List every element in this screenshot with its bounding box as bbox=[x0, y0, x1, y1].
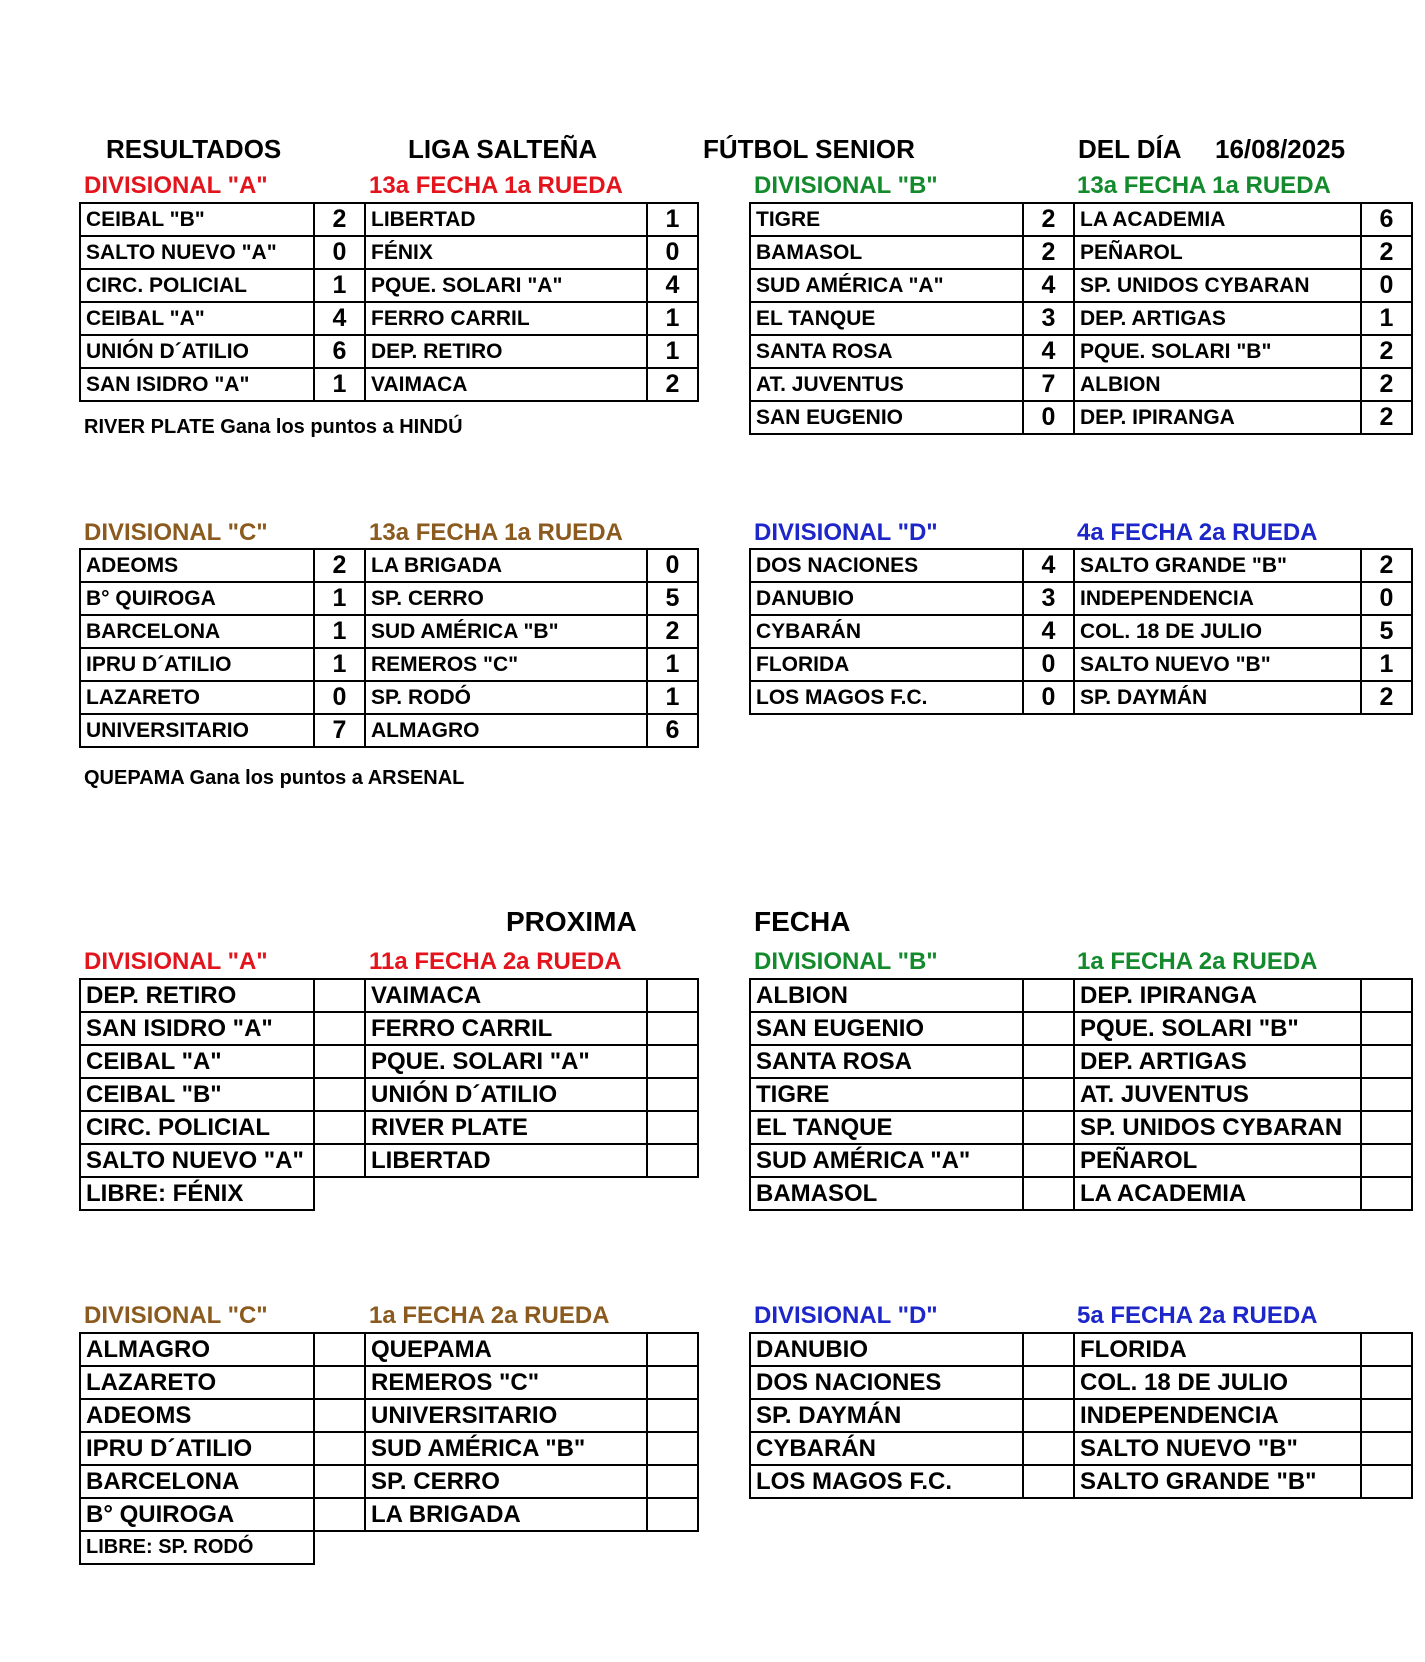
home-score: 4 bbox=[1023, 549, 1074, 582]
home-team: CEIBAL "B" bbox=[80, 1078, 314, 1111]
home-score-blank bbox=[314, 1366, 365, 1399]
away-score: 5 bbox=[647, 582, 698, 615]
fixture-row bbox=[80, 1333, 698, 1366]
libre-row bbox=[80, 1177, 698, 1210]
match-row bbox=[750, 335, 1412, 368]
match-row bbox=[80, 615, 698, 648]
home-score: 1 bbox=[314, 648, 365, 681]
match-row bbox=[750, 648, 1412, 681]
title-liga: LIGA SALTEÑA bbox=[408, 134, 598, 164]
away-team: DEP. IPIRANGA bbox=[1074, 979, 1361, 1012]
fixture-row bbox=[750, 1012, 1412, 1045]
away-team: UNIVERSITARIO bbox=[365, 1399, 647, 1432]
home-team: ADEOMS bbox=[80, 1399, 314, 1432]
home-team: BAMASOL bbox=[750, 236, 1023, 269]
match-row bbox=[750, 681, 1412, 714]
title-resultados: RESULTADOS bbox=[106, 134, 282, 164]
away-team: LA ACADEMIA bbox=[1074, 203, 1361, 236]
away-score: 2 bbox=[647, 368, 698, 401]
results-a-division: DIVISIONAL "A" bbox=[84, 172, 268, 199]
away-team: RIVER PLATE bbox=[365, 1111, 647, 1144]
home-team: IPRU D´ATILIO bbox=[80, 648, 314, 681]
match-row bbox=[80, 648, 698, 681]
away-team: UNIÓN D´ATILIO bbox=[365, 1078, 647, 1111]
away-team: PQUE. SOLARI "A" bbox=[365, 1045, 647, 1078]
home-score-blank bbox=[1023, 1111, 1074, 1144]
home-score: 3 bbox=[1023, 302, 1074, 335]
results-c-fecha: 13a FECHA 1a RUEDA bbox=[369, 519, 623, 546]
away-score-blank bbox=[1361, 1144, 1412, 1177]
results-c-note: QUEPAMA Gana los puntos a ARSENAL bbox=[84, 767, 465, 789]
home-team: TIGRE bbox=[750, 203, 1023, 236]
away-team: FLORIDA bbox=[1074, 1333, 1361, 1366]
home-score-blank bbox=[1023, 1399, 1074, 1432]
home-score-blank bbox=[1023, 1078, 1074, 1111]
away-score-blank bbox=[1361, 1333, 1412, 1366]
home-score: 4 bbox=[1023, 335, 1074, 368]
fixture-row bbox=[750, 1177, 1412, 1210]
next-a-division: DIVISIONAL "A" bbox=[84, 948, 268, 975]
away-team: INDEPENDENCIA bbox=[1074, 1399, 1361, 1432]
away-score-blank bbox=[1361, 1465, 1412, 1498]
results-b-table bbox=[749, 202, 1413, 435]
results-b-division: DIVISIONAL "B" bbox=[754, 172, 938, 199]
away-team: QUEPAMA bbox=[365, 1333, 647, 1366]
results-d-table bbox=[749, 548, 1413, 715]
away-score-blank bbox=[1361, 979, 1412, 1012]
home-team: DEP. RETIRO bbox=[80, 979, 314, 1012]
away-team: REMEROS "C" bbox=[365, 1366, 647, 1399]
match-row bbox=[750, 302, 1412, 335]
results-d-division: DIVISIONAL "D" bbox=[754, 519, 938, 546]
match-row bbox=[80, 582, 698, 615]
match-row bbox=[80, 368, 698, 401]
away-score: 0 bbox=[1361, 582, 1412, 615]
match-row bbox=[750, 203, 1412, 236]
away-team: LIBERTAD bbox=[365, 203, 647, 236]
home-team: SAN EUGENIO bbox=[750, 401, 1023, 434]
away-team: VAIMACA bbox=[365, 368, 647, 401]
away-team: ALMAGRO bbox=[365, 714, 647, 747]
away-score-blank bbox=[1361, 1045, 1412, 1078]
away-score-blank bbox=[647, 979, 698, 1012]
home-score: 1 bbox=[314, 615, 365, 648]
next-d-fecha: 5a FECHA 2a RUEDA bbox=[1077, 1302, 1318, 1329]
away-team: DEP. ARTIGAS bbox=[1074, 302, 1361, 335]
away-score-blank bbox=[647, 1012, 698, 1045]
away-team: LA BRIGADA bbox=[365, 1498, 647, 1531]
away-score-blank bbox=[647, 1366, 698, 1399]
match-row bbox=[750, 269, 1412, 302]
away-score-blank bbox=[1361, 1432, 1412, 1465]
away-score-blank bbox=[1361, 1012, 1412, 1045]
home-score-blank bbox=[1023, 1045, 1074, 1078]
home-team: UNIVERSITARIO bbox=[80, 714, 314, 747]
home-team: IPRU D´ATILIO bbox=[80, 1432, 314, 1465]
home-score-blank bbox=[314, 1432, 365, 1465]
home-team: EL TANQUE bbox=[750, 302, 1023, 335]
away-score-blank bbox=[647, 1111, 698, 1144]
away-team: FERRO CARRIL bbox=[365, 302, 647, 335]
home-team: CEIBAL "B" bbox=[80, 203, 314, 236]
home-team: DANUBIO bbox=[750, 1333, 1023, 1366]
results-a-note: RIVER PLATE Gana los puntos a HINDÚ bbox=[84, 416, 463, 438]
home-team: LAZARETO bbox=[80, 681, 314, 714]
home-team: SUD AMÉRICA "A" bbox=[750, 269, 1023, 302]
home-team: SUD AMÉRICA "A" bbox=[750, 1144, 1023, 1177]
away-score: 1 bbox=[647, 648, 698, 681]
fixture-row bbox=[750, 1432, 1412, 1465]
away-score: 2 bbox=[647, 615, 698, 648]
home-score-blank bbox=[314, 1111, 365, 1144]
home-team: SP. DAYMÁN bbox=[750, 1399, 1023, 1432]
away-score: 1 bbox=[647, 203, 698, 236]
home-score-blank bbox=[1023, 979, 1074, 1012]
home-team: LAZARETO bbox=[80, 1366, 314, 1399]
away-team: SUD AMÉRICA "B" bbox=[365, 1432, 647, 1465]
match-row bbox=[80, 203, 698, 236]
home-score: 0 bbox=[314, 236, 365, 269]
away-score: 1 bbox=[647, 335, 698, 368]
home-score: 2 bbox=[1023, 203, 1074, 236]
away-score-blank bbox=[647, 1399, 698, 1432]
away-team: FÉNIX bbox=[365, 236, 647, 269]
away-score: 2 bbox=[1361, 401, 1412, 434]
next-proxima-title: PROXIMA bbox=[506, 906, 637, 937]
fixture-row bbox=[750, 1045, 1412, 1078]
home-team: DOS NACIONES bbox=[750, 549, 1023, 582]
next-b-fecha: 1a FECHA 2a RUEDA bbox=[1077, 948, 1318, 975]
home-team: CYBARÁN bbox=[750, 615, 1023, 648]
away-team: FERRO CARRIL bbox=[365, 1012, 647, 1045]
away-score: 2 bbox=[1361, 335, 1412, 368]
away-score: 2 bbox=[1361, 368, 1412, 401]
away-score-blank bbox=[1361, 1366, 1412, 1399]
away-score-blank bbox=[1361, 1177, 1412, 1210]
away-team: LA BRIGADA bbox=[365, 549, 647, 582]
away-team: PQUE. SOLARI "A" bbox=[365, 269, 647, 302]
away-score-blank bbox=[647, 1465, 698, 1498]
fixture-row bbox=[750, 979, 1412, 1012]
fixture-row bbox=[80, 1078, 698, 1111]
home-team: BARCELONA bbox=[80, 615, 314, 648]
away-score-blank bbox=[647, 1498, 698, 1531]
libre-row bbox=[80, 1531, 698, 1564]
away-team: SP. RODÓ bbox=[365, 681, 647, 714]
home-score-blank bbox=[314, 1144, 365, 1177]
match-row bbox=[80, 302, 698, 335]
next-c-table bbox=[79, 1332, 699, 1565]
next-b-division: DIVISIONAL "B" bbox=[754, 948, 938, 975]
home-score-blank bbox=[1023, 1432, 1074, 1465]
home-team: DOS NACIONES bbox=[750, 1366, 1023, 1399]
away-score: 6 bbox=[1361, 203, 1412, 236]
away-team: SALTO GRANDE "B" bbox=[1074, 549, 1361, 582]
next-c-fecha: 1a FECHA 2a RUEDA bbox=[369, 1302, 610, 1329]
home-score-blank bbox=[314, 1498, 365, 1531]
title-futbol: FÚTBOL SENIOR bbox=[703, 134, 915, 164]
away-team: SP. DAYMÁN bbox=[1074, 681, 1361, 714]
away-team: PQUE. SOLARI "B" bbox=[1074, 335, 1361, 368]
away-score: 2 bbox=[1361, 549, 1412, 582]
home-score-blank bbox=[1023, 1333, 1074, 1366]
home-team: CEIBAL "A" bbox=[80, 302, 314, 335]
next-fecha-title: FECHA bbox=[754, 906, 851, 937]
results-a-fecha: 13a FECHA 1a RUEDA bbox=[369, 172, 623, 199]
home-team: CYBARÁN bbox=[750, 1432, 1023, 1465]
away-team: INDEPENDENCIA bbox=[1074, 582, 1361, 615]
home-score: 0 bbox=[1023, 648, 1074, 681]
home-team: FLORIDA bbox=[750, 648, 1023, 681]
fixture-row bbox=[750, 1144, 1412, 1177]
home-score: 0 bbox=[1023, 401, 1074, 434]
away-score-blank bbox=[647, 1333, 698, 1366]
home-score: 3 bbox=[1023, 582, 1074, 615]
home-score: 0 bbox=[1023, 681, 1074, 714]
away-team: SP. UNIDOS CYBARAN bbox=[1074, 269, 1361, 302]
away-team: PQUE. SOLARI "B" bbox=[1074, 1012, 1361, 1045]
match-row bbox=[80, 269, 698, 302]
home-team: B° QUIROGA bbox=[80, 582, 314, 615]
away-team: ALBION bbox=[1074, 368, 1361, 401]
away-score-blank bbox=[1361, 1399, 1412, 1432]
away-team: PEÑAROL bbox=[1074, 1144, 1361, 1177]
home-score: 0 bbox=[314, 681, 365, 714]
away-score-blank bbox=[1361, 1078, 1412, 1111]
away-score: 5 bbox=[1361, 615, 1412, 648]
fixture-row bbox=[750, 1111, 1412, 1144]
match-row bbox=[80, 681, 698, 714]
away-score: 0 bbox=[647, 549, 698, 582]
home-score: 4 bbox=[1023, 269, 1074, 302]
home-team: ALBION bbox=[750, 979, 1023, 1012]
fixture-row bbox=[80, 1498, 698, 1531]
results-b-fecha: 13a FECHA 1a RUEDA bbox=[1077, 172, 1331, 199]
home-team: B° QUIROGA bbox=[80, 1498, 314, 1531]
away-team: SALTO GRANDE "B" bbox=[1074, 1465, 1361, 1498]
fixture-row bbox=[80, 1366, 698, 1399]
results-c-table bbox=[79, 548, 699, 748]
fixture-row bbox=[80, 1144, 698, 1177]
away-score: 1 bbox=[647, 302, 698, 335]
next-a-table bbox=[79, 978, 699, 1211]
match-row bbox=[80, 714, 698, 747]
match-row bbox=[80, 335, 698, 368]
title-del-dia: DEL DÍA bbox=[1078, 134, 1182, 164]
fixture-row bbox=[80, 1012, 698, 1045]
home-score-blank bbox=[314, 1012, 365, 1045]
match-row bbox=[750, 401, 1412, 434]
home-team: BARCELONA bbox=[80, 1465, 314, 1498]
match-row bbox=[750, 236, 1412, 269]
away-team: LIBERTAD bbox=[365, 1144, 647, 1177]
match-row bbox=[750, 615, 1412, 648]
home-team: SAN ISIDRO "A" bbox=[80, 368, 314, 401]
away-team: VAIMACA bbox=[365, 979, 647, 1012]
match-row bbox=[750, 549, 1412, 582]
libre-spacer bbox=[314, 1531, 698, 1564]
home-score-blank bbox=[314, 1465, 365, 1498]
away-team: DEP. IPIRANGA bbox=[1074, 401, 1361, 434]
home-team: LOS MAGOS F.C. bbox=[750, 1465, 1023, 1498]
away-team: COL. 18 DE JULIO bbox=[1074, 1366, 1361, 1399]
away-team: AT. JUVENTUS bbox=[1074, 1078, 1361, 1111]
away-team: DEP. ARTIGAS bbox=[1074, 1045, 1361, 1078]
fixture-row bbox=[750, 1078, 1412, 1111]
home-score-blank bbox=[314, 979, 365, 1012]
home-score: 7 bbox=[1023, 368, 1074, 401]
home-team: LOS MAGOS F.C. bbox=[750, 681, 1023, 714]
results-d-fecha: 4a FECHA 2a RUEDA bbox=[1077, 519, 1318, 546]
away-team: SALTO NUEVO "B" bbox=[1074, 648, 1361, 681]
home-score-blank bbox=[1023, 1144, 1074, 1177]
home-score: 7 bbox=[314, 714, 365, 747]
away-score: 1 bbox=[1361, 648, 1412, 681]
home-score-blank bbox=[314, 1399, 365, 1432]
home-team: ALMAGRO bbox=[80, 1333, 314, 1366]
away-team: COL. 18 DE JULIO bbox=[1074, 615, 1361, 648]
away-team: REMEROS "C" bbox=[365, 648, 647, 681]
home-team: ADEOMS bbox=[80, 549, 314, 582]
results-a-table bbox=[79, 202, 699, 402]
home-score: 1 bbox=[314, 269, 365, 302]
fixture-row bbox=[80, 1111, 698, 1144]
home-team: UNIÓN D´ATILIO bbox=[80, 335, 314, 368]
home-score-blank bbox=[1023, 1177, 1074, 1210]
home-team: TIGRE bbox=[750, 1078, 1023, 1111]
away-score: 2 bbox=[1361, 236, 1412, 269]
home-score: 1 bbox=[314, 368, 365, 401]
match-row bbox=[750, 582, 1412, 615]
away-score-blank bbox=[647, 1432, 698, 1465]
next-b-table bbox=[749, 978, 1413, 1211]
next-d-table bbox=[749, 1332, 1413, 1499]
home-score: 6 bbox=[314, 335, 365, 368]
home-score: 2 bbox=[1023, 236, 1074, 269]
home-score-blank bbox=[314, 1045, 365, 1078]
home-score-blank bbox=[1023, 1366, 1074, 1399]
match-row bbox=[80, 549, 698, 582]
home-score-blank bbox=[314, 1333, 365, 1366]
home-score: 2 bbox=[314, 203, 365, 236]
away-score: 2 bbox=[1361, 681, 1412, 714]
fixture-row bbox=[750, 1366, 1412, 1399]
next-a-fecha: 11a FECHA 2a RUEDA bbox=[369, 948, 622, 975]
home-score-blank bbox=[1023, 1012, 1074, 1045]
away-team: PEÑAROL bbox=[1074, 236, 1361, 269]
next-d-division: DIVISIONAL "D" bbox=[754, 1302, 938, 1329]
fixture-row bbox=[750, 1399, 1412, 1432]
fixture-row bbox=[80, 1399, 698, 1432]
away-team: DEP. RETIRO bbox=[365, 335, 647, 368]
away-score: 1 bbox=[1361, 302, 1412, 335]
away-score: 6 bbox=[647, 714, 698, 747]
home-score-blank bbox=[1023, 1465, 1074, 1498]
away-team: LA ACADEMIA bbox=[1074, 1177, 1361, 1210]
fixture-row bbox=[80, 1465, 698, 1498]
home-team: SANTA ROSA bbox=[750, 335, 1023, 368]
results-c-division: DIVISIONAL "C" bbox=[84, 519, 268, 546]
home-score: 2 bbox=[314, 549, 365, 582]
home-team: SALTO NUEVO "A" bbox=[80, 1144, 314, 1177]
away-score: 0 bbox=[647, 236, 698, 269]
home-team: SANTA ROSA bbox=[750, 1045, 1023, 1078]
away-score-blank bbox=[1361, 1111, 1412, 1144]
fixture-row bbox=[750, 1333, 1412, 1366]
home-score-blank bbox=[314, 1078, 365, 1111]
away-score-blank bbox=[647, 1144, 698, 1177]
away-team: SALTO NUEVO "B" bbox=[1074, 1432, 1361, 1465]
away-score: 0 bbox=[1361, 269, 1412, 302]
fixture-row bbox=[80, 979, 698, 1012]
away-score-blank bbox=[647, 1045, 698, 1078]
away-team: SP. CERRO bbox=[365, 1465, 647, 1498]
home-team: EL TANQUE bbox=[750, 1111, 1023, 1144]
away-team: SUD AMÉRICA "B" bbox=[365, 615, 647, 648]
away-team: SP. UNIDOS CYBARAN bbox=[1074, 1111, 1361, 1144]
home-team: SALTO NUEVO "A" bbox=[80, 236, 314, 269]
match-row bbox=[750, 368, 1412, 401]
title-date: 16/08/2025 bbox=[1215, 134, 1346, 164]
next-c-division: DIVISIONAL "C" bbox=[84, 1302, 268, 1329]
home-team: SAN ISIDRO "A" bbox=[80, 1012, 314, 1045]
home-team: DANUBIO bbox=[750, 582, 1023, 615]
libre-team: LIBRE: SP. RODÓ bbox=[80, 1531, 314, 1564]
home-score: 4 bbox=[314, 302, 365, 335]
home-team: BAMASOL bbox=[750, 1177, 1023, 1210]
away-score-blank bbox=[647, 1078, 698, 1111]
home-score: 1 bbox=[314, 582, 365, 615]
libre-spacer bbox=[314, 1177, 698, 1210]
away-score: 4 bbox=[647, 269, 698, 302]
home-team: AT. JUVENTUS bbox=[750, 368, 1023, 401]
libre-team: LIBRE: FÉNIX bbox=[80, 1177, 314, 1210]
fixture-row bbox=[80, 1432, 698, 1465]
home-team: CIRC. POLICIAL bbox=[80, 269, 314, 302]
home-team: CEIBAL "A" bbox=[80, 1045, 314, 1078]
fixture-row bbox=[80, 1045, 698, 1078]
away-score: 1 bbox=[647, 681, 698, 714]
away-team: SP. CERRO bbox=[365, 582, 647, 615]
fixture-row bbox=[750, 1465, 1412, 1498]
home-team: SAN EUGENIO bbox=[750, 1012, 1023, 1045]
match-row bbox=[80, 236, 698, 269]
home-team: CIRC. POLICIAL bbox=[80, 1111, 314, 1144]
home-score: 4 bbox=[1023, 615, 1074, 648]
